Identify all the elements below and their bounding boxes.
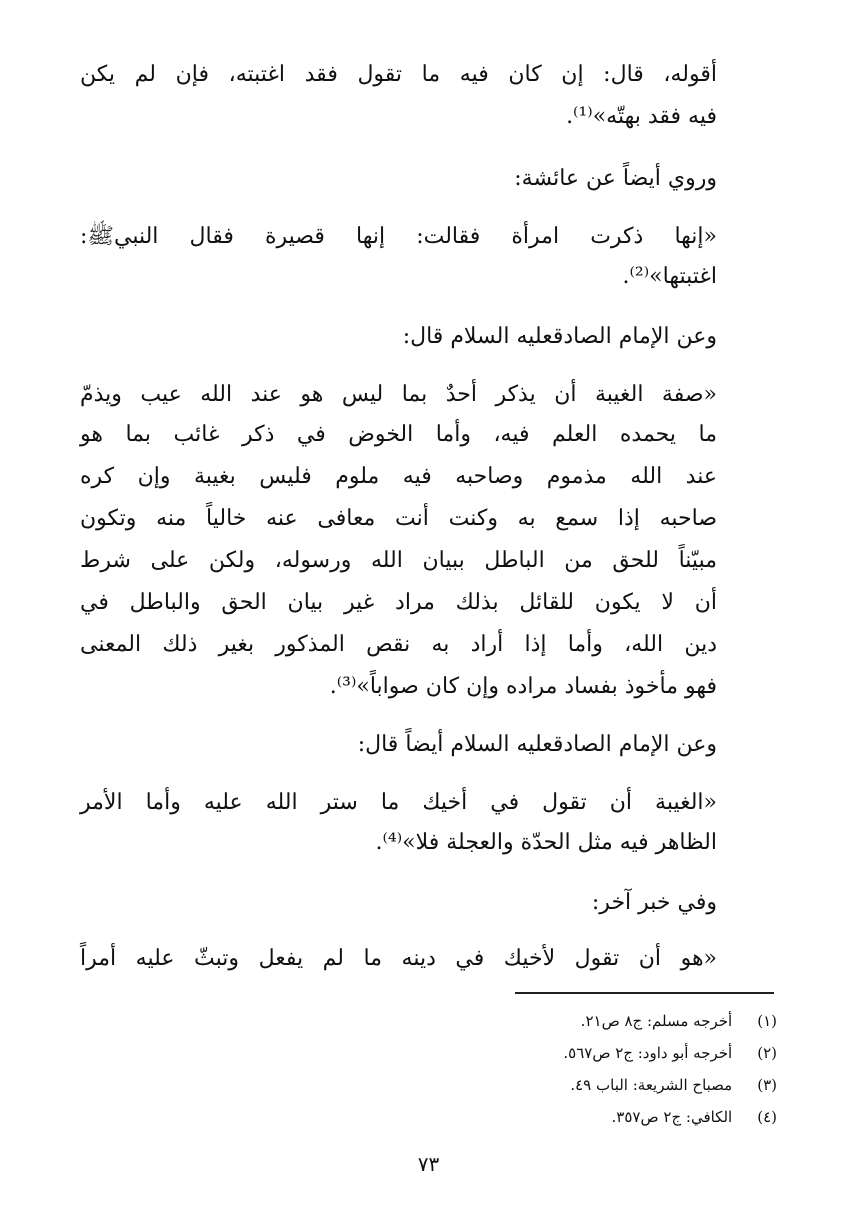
quote-line: فهو مأخوذ بفساد مراده وإن كان صواباً»⁽³⁾. — [329, 674, 717, 699]
footnote — [581, 1010, 777, 1032]
quote-line: دين الله، وأما إذا أراد به نقص المذكور بغير ذلك المعنى — [80, 632, 717, 657]
paragraph-line: أقوله، قال: إن كان فيه ما تقول فقد اغتبته، فإن لم يكن — [80, 62, 717, 87]
footnote — [612, 1106, 777, 1128]
page-number: ٧٣ — [417, 1152, 440, 1176]
footnote-number: (٢) — [757, 1044, 777, 1062]
footnote-number: (٣) — [757, 1076, 777, 1094]
footnote — [563, 1042, 777, 1064]
paragraph-line: فيه فقد بهتّه»⁽¹⁾. — [566, 104, 717, 129]
paragraph-line: وعن الإمام الصادقعليه السلام قال: — [402, 324, 717, 349]
quote-line: «هو أن تقول لأخيك في دينه ما لم يفعل وتبثّ عليه أمراً — [80, 946, 717, 971]
quote-line: صاحبه إذا سمع به وكنت أنت معافى عنه خالياً منه وتكون — [80, 506, 717, 531]
footnote-text: أخرجه مسلم: ج٨ ص٢١. — [580, 1012, 733, 1030]
quote-line: الظاهر فيه مثل الحدّة والعجلة فلا»⁽⁴⁾. — [375, 830, 717, 855]
paragraph-line: وفي خبر آخر: — [591, 890, 717, 915]
quote-line: «صفة الغيبة أن يذكر أحدٌ بما ليس هو عند الله عيب ويذمّ — [80, 382, 717, 407]
quote-line: «إنها ذكرت امرأة فقالت: إنها قصيرة فقال النبيﷺ: — [80, 224, 717, 249]
footnote — [570, 1074, 777, 1096]
footnote-text: الكافي: ج٢ ص٣٥٧. — [611, 1108, 733, 1126]
footnote-text: مصباح الشريعة: الباب ٤٩. — [570, 1076, 733, 1094]
quote-line: «الغيبة أن تقول في أخيك ما ستر الله عليه وأما الأمر — [80, 790, 717, 815]
paragraph-line: وعن الإمام الصادقعليه السلام أيضاً قال: — [357, 732, 717, 757]
footnote-number: (١) — [757, 1012, 777, 1030]
footnote-number: (٤) — [757, 1108, 777, 1126]
quote-line: عند الله مذموم وصاحبه فيه ملوم فليس بغيبة وإن كره — [80, 464, 717, 489]
quote-line: ما يحمده العلم فيه، وأما الخوض في ذكر غائب بما هو — [80, 422, 717, 447]
quote-line: أن لا يكون للقائل بذلك مراد غير بيان الحق والباطل في — [80, 590, 717, 615]
quote-line: مبيّناً للحق من الباطل ببيان الله ورسوله، ولكن على شرط — [80, 548, 717, 573]
footnote-text: أخرجه أبو داود: ج٢ ص٥٦٧. — [563, 1044, 733, 1062]
footnote-divider — [515, 992, 774, 994]
paragraph-line: وروي أيضاً عن عائشة: — [514, 166, 717, 191]
quote-line: اغتبتها»⁽²⁾. — [622, 264, 717, 289]
